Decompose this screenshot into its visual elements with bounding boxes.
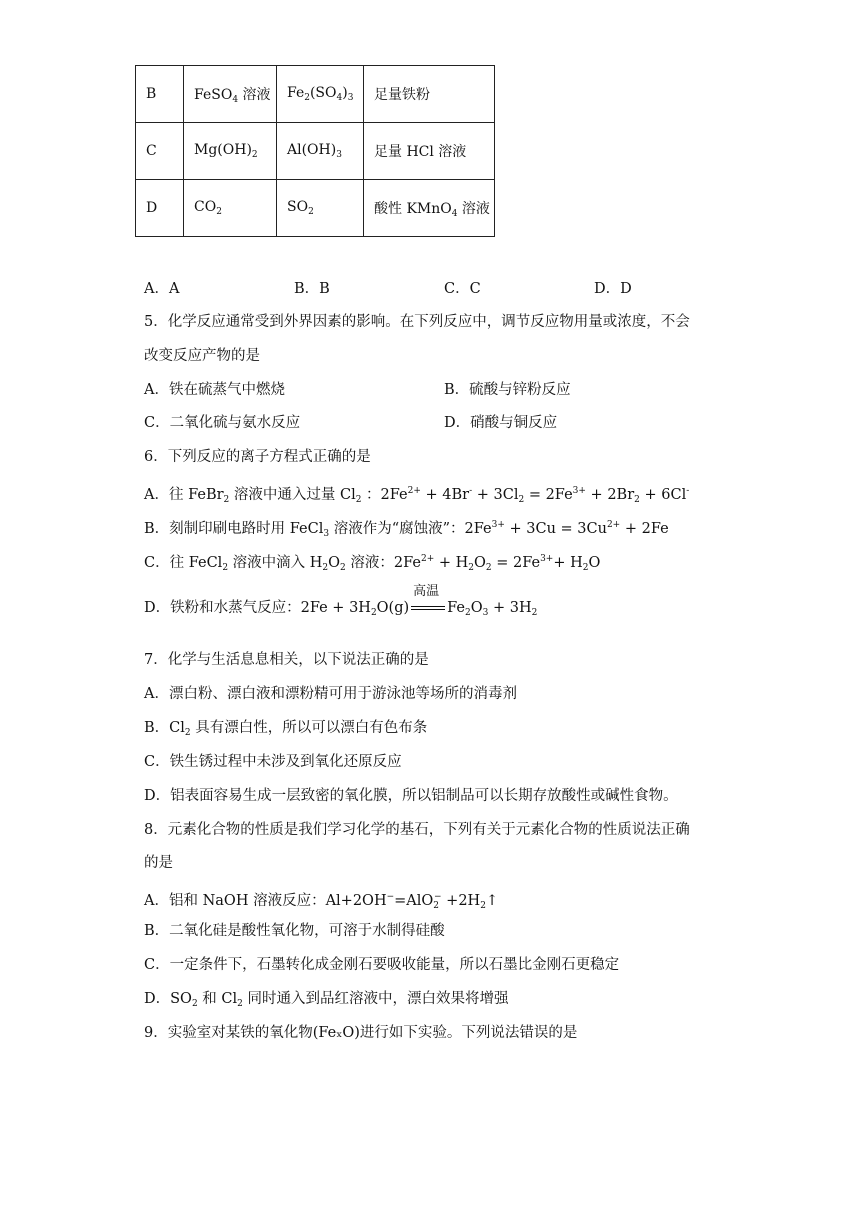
- q8-d-text: 同时通入到品红溶液中，漂白效果将增强: [247, 991, 509, 1007]
- q7-b-text: 具有漂白性，所以可以漂白有色布条: [195, 720, 428, 736]
- condition-label: 高温: [413, 584, 440, 599]
- table-cell: 足量 HCl 溶液: [364, 123, 495, 180]
- q8-option-a[interactable]: A．铝和 NaOH 溶液反应：$Al+2OH^-=AlO_2^- +2H_2↑$: [144, 892, 499, 911]
- q7-option-d[interactable]: D．铝表面容易生成一层致密的氧化膜，所以铝制品可以长期存放酸性或碱性食物。: [144, 788, 678, 804]
- q7-option-c[interactable]: C．铁生锈过程中未涉及到氧化还原反应: [144, 754, 402, 770]
- q7-option-a[interactable]: A．漂白粉、漂白液和漂粉精可用于游泳池等场所的消毒剂: [144, 686, 517, 702]
- table-cell: $Fe_2(SO_4)_3$: [277, 66, 364, 123]
- table-cell: B: [136, 66, 184, 123]
- q7-stem: 7．化学与生活息息相关，以下说法正确的是: [144, 652, 429, 668]
- table-cell: $Mg(OH)_2$: [184, 123, 277, 180]
- q4-option-d[interactable]: D．D: [594, 281, 632, 297]
- high-temp-condition: [411, 584, 445, 618]
- q5-option-b[interactable]: B．硫酸与锌粉反应: [444, 382, 571, 398]
- q8-option-b[interactable]: B．二氧化硅是酸性氧化物，可溶于水制得硅酸: [144, 923, 445, 939]
- table-cell: C: [136, 123, 184, 180]
- q6-option-d[interactable]: D．铁粉和水蒸气反应：$2Fe + 3H_2O(g)$ 高温 $Fe_2O_3 + 3H_2$: [144, 584, 538, 618]
- q6-a-prefix: A．往: [144, 487, 184, 503]
- q6-option-a[interactable]: A．往 FeBr$_2$ 溶液中通入过量 $Cl_2$ ：$2Fe^{2+} + 4Br^- + 3Cl_2 = 2Fe^{3+} + 2Br_2 + 6Cl^-$: [144, 486, 690, 505]
- q5-option-d[interactable]: D．硝酸与铜反应: [444, 415, 558, 431]
- q8-a-prefix: A．铝和: [144, 893, 198, 909]
- q9-stem: 9．实验室对某铁的氧化物(FeₓO)进行如下实验。下列说法错误的是: [144, 1025, 578, 1041]
- q5-stem-line1: 5．化学反应通常受到外界因素的影响。在下列反应中，调节反应物用量或浓度，不会: [144, 314, 690, 330]
- q6-d-prefix: D．铁粉和水蒸气反应：: [144, 600, 301, 616]
- q6-c-prefix: C．往: [144, 555, 185, 571]
- table-cell: D: [136, 180, 184, 237]
- q8-stem-line2: 的是: [144, 855, 173, 871]
- table-cell: 足量铁粉: [364, 66, 495, 123]
- reagent-table: [135, 65, 495, 237]
- table-cell: $Al(OH)_3$: [277, 123, 364, 180]
- table-row: [136, 123, 495, 180]
- table-cell: $CO_2$: [184, 180, 277, 237]
- q5-option-c[interactable]: C．二氧化硫与氨水反应: [144, 415, 301, 431]
- table-row: [136, 180, 495, 237]
- q4-option-b[interactable]: B．B: [294, 281, 330, 297]
- table-cell: 酸性 KMnO$_4$ 溶液: [364, 180, 495, 237]
- q6-stem: 6．下列反应的离子方程式正确的是: [144, 449, 371, 465]
- q4-option-c[interactable]: C．C: [444, 281, 481, 297]
- q8-option-d[interactable]: D．$SO_2$ 和 $Cl_2$ 同时通入到品红溶液中，漂白效果将增强: [144, 991, 509, 1009]
- q6-option-c[interactable]: C．往 FeCl$_2$ 溶液中滴入 $H_2O_2$ 溶液：$2Fe^{2+} + H_2O_2 = 2Fe^{3+}+ H_2O$: [144, 554, 601, 573]
- table-cell: FeSO$_4$ 溶液: [184, 66, 277, 123]
- q8-option-c[interactable]: C．一定条件下，石墨转化成金刚石要吸收能量，所以石墨比金刚石更稳定: [144, 957, 620, 973]
- q7-option-b[interactable]: B．$Cl_2$ 具有漂白性，所以可以漂白有色布条: [144, 720, 428, 738]
- table-cell: $SO_2$: [277, 180, 364, 237]
- q5-stem-line2: 改变反应产物的是: [144, 348, 260, 364]
- q6-b-prefix: B．刻制印刷电路时用: [144, 521, 286, 537]
- q6-option-b[interactable]: B．刻制印刷电路时用 FeCl$_3$ 溶液作为“腐蚀液”：$2Fe^{3+} + 3Cu = 3Cu^{2+} + 2Fe$: [144, 520, 669, 539]
- q8-stem-line1: 8．元素化合物的性质是我们学习化学的基石，下列有关于元素化合物的性质说法正确: [144, 822, 690, 838]
- q5-option-a[interactable]: A．铁在硫蒸气中燃烧: [144, 382, 285, 398]
- q4-option-a[interactable]: A．A: [144, 281, 180, 297]
- table-row: [136, 66, 495, 123]
